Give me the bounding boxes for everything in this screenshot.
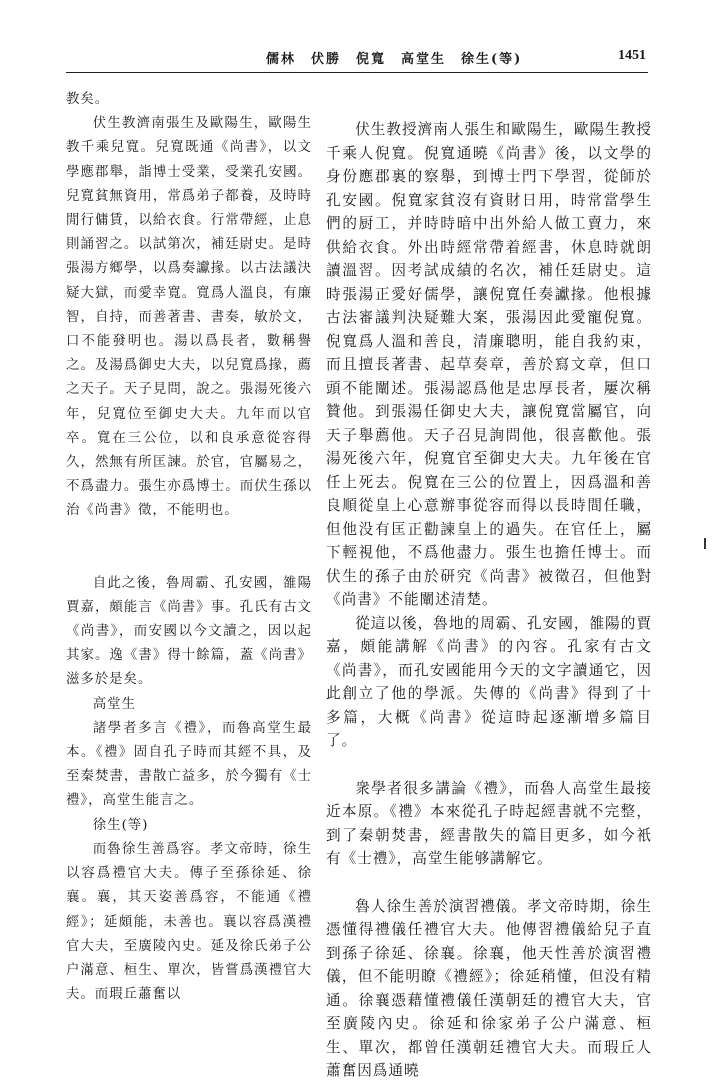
scan-mark xyxy=(704,538,706,549)
lead-line: 教矣。 xyxy=(66,92,110,107)
translation-column xyxy=(326,118,652,1083)
classical-paragraph-shangshu: 自此之後，魯周霸、孔安國，雒陽賈嘉，頗能言《尚書》事。孔氏有古文《尚書》，而安國以今文讀之，因以起其家。逸《書》得十餘篇，蓋《尚書》滋多於是矣。 xyxy=(66,575,312,688)
translation-paragraph-xusheng: 魯人徐生善於演習禮儀。孝文帝時期，徐生憑懂得禮儀任禮官大夫。他傳習禮儀給兒子直到孫子徐延、徐襄。徐襄，他天性善於演習禮儀，但不能明瞭《禮經》；徐延稍懂，但没有精通。徐襄憑藉懂禮儀任漢朝廷的禮官大夫，官至廣陵內史。徐延和徐家弟子公户滿意、桓生、單次，都曾任漢朝廷禮官大夫。而瑕丘人蕭奮因爲通曉 xyxy=(326,897,652,1079)
section-heading-gaotangsheng: 高堂生 xyxy=(92,696,136,712)
translation-paragraph-gaotangsheng: 衆學者很多講論《禮》，而魯人高堂生最接近本原。《禮》本來從孔子時起經書就不完整，到了秦朝焚書，經書散失的篇目更多，如今衹有《士禮》，高堂生能够講解它。 xyxy=(326,779,652,867)
page-number: 1451 xyxy=(618,48,646,63)
section-gap xyxy=(326,871,652,895)
translation-paragraph-fusheng: 伏生教授濟南人張生和歐陽生，歐陽生教授千乘人倪寬。倪寬通曉《尚書》後，以文學的身份應郡裏的察舉，到博士門下學習，從師於孔安國。倪寬家貧沒有資財日用，時常當學生們的厨工，并時時暗中出外給人做工賣力，來供給衣食。外出時經常帶着經書，休息時就朗讀溫習。因考試成績的名次，補任廷尉史。這時張湯正愛好儒學，讓倪寬任奏讞掾。他根據古法審議判決疑難大案，張湯因此愛寵倪寬。倪寬爲人溫和善良，清廉聰明，能自我約束，而且擅長著書、起草奏章，善於寫文章，但口頭不能闡述。張湯認爲他是忠厚長者，屢次稱贊他。到張湯任御史大夫，讓倪寬當屬官，向天子舉薦他。天子召見詢問他，很喜歡他。張湯死後六年，倪寬官至御史大夫。九年後在官任上死去。倪寬在三公的位置上，因爲溫和善良順從皇上心意辦事從容而得以長時間任職，但他没有匡正勸諫皇上的過失。在官任上，屬下輕視他，不爲他盡力。張生也擔任博士。而伏生的孫子由於研究《尚書》被徵召，但他對《尚書》不能闡述清楚。 xyxy=(326,121,652,608)
header-rule xyxy=(66,72,648,73)
section-gap xyxy=(66,524,312,548)
section-gap xyxy=(66,548,312,572)
classical-paragraph-xusheng: 而魯徐生善爲容。孝文帝時，徐生以容爲禮官大夫。傳子至孫徐延、徐襄。襄，其天姿善爲容，不能通《禮經》；延頗能，未善也。襄以容爲漢禮官大夫，至廣陵內史。延及徐氏弟子公户滿意、桓生、單次，皆嘗爲漢禮官大夫。而瑕丘蕭奮以 xyxy=(66,841,312,1003)
classical-paragraph-fusheng: 伏生教濟南張生及歐陽生，歐陽生教千乘兒寬。兒寬既通《尚書》，以文學應郡舉，詣博士受業，受業孔安國。兒寬貧無資用，常爲弟子都養，及時時閒行傭賃，以給衣食。行常帶經，止息則誦習之。以試第次，補廷尉史。是時張湯方鄉學，以爲奏讞掾。以古法議決疑大獄，而愛幸寬。寬爲人溫良，有廉智，自持，而善著書、書奏，敏於文，口不能發明也。湯以爲長者，數稱譽之。及湯爲御史大夫，以兒寬爲掾，薦之天子。天子見問，說之。張湯死後六年，兒寬位至御史大夫。九年而以官卒。寬在三公位，以和良承意從容得久，然無有所匡諫。於官，官屬易之，不爲盡力。張生亦爲博士。而伏生孫以治《尚書》徵，不能明也。 xyxy=(66,116,312,519)
running-header xyxy=(66,48,648,74)
section-gap xyxy=(326,753,652,777)
translation-paragraph-shangshu: 從這以後，魯地的周霸、孔安國，雒陽的賈嘉，頗能講解《尚書》的內容。孔家有古文《尚書》，而孔安國能用今天的文字讀通它，因此創立了他的學派。失傳的《尚書》得到了十多篇，大概《尚書》從這時起逐漸增多篇目了。 xyxy=(326,614,652,749)
classical-paragraph-gaotangsheng: 諸學者多言《禮》，而魯高堂生最本。《禮》固自孔子時而其經不具，及至秦焚書，書散亡益多，於今獨有《士禮》，高堂生能言之。 xyxy=(66,720,312,809)
header-title: 儒林 伏勝 倪寬 高堂生 徐生(等) xyxy=(266,52,523,67)
classical-text-column xyxy=(66,88,312,1007)
section-heading-xusheng: 徐生(等) xyxy=(92,817,149,833)
